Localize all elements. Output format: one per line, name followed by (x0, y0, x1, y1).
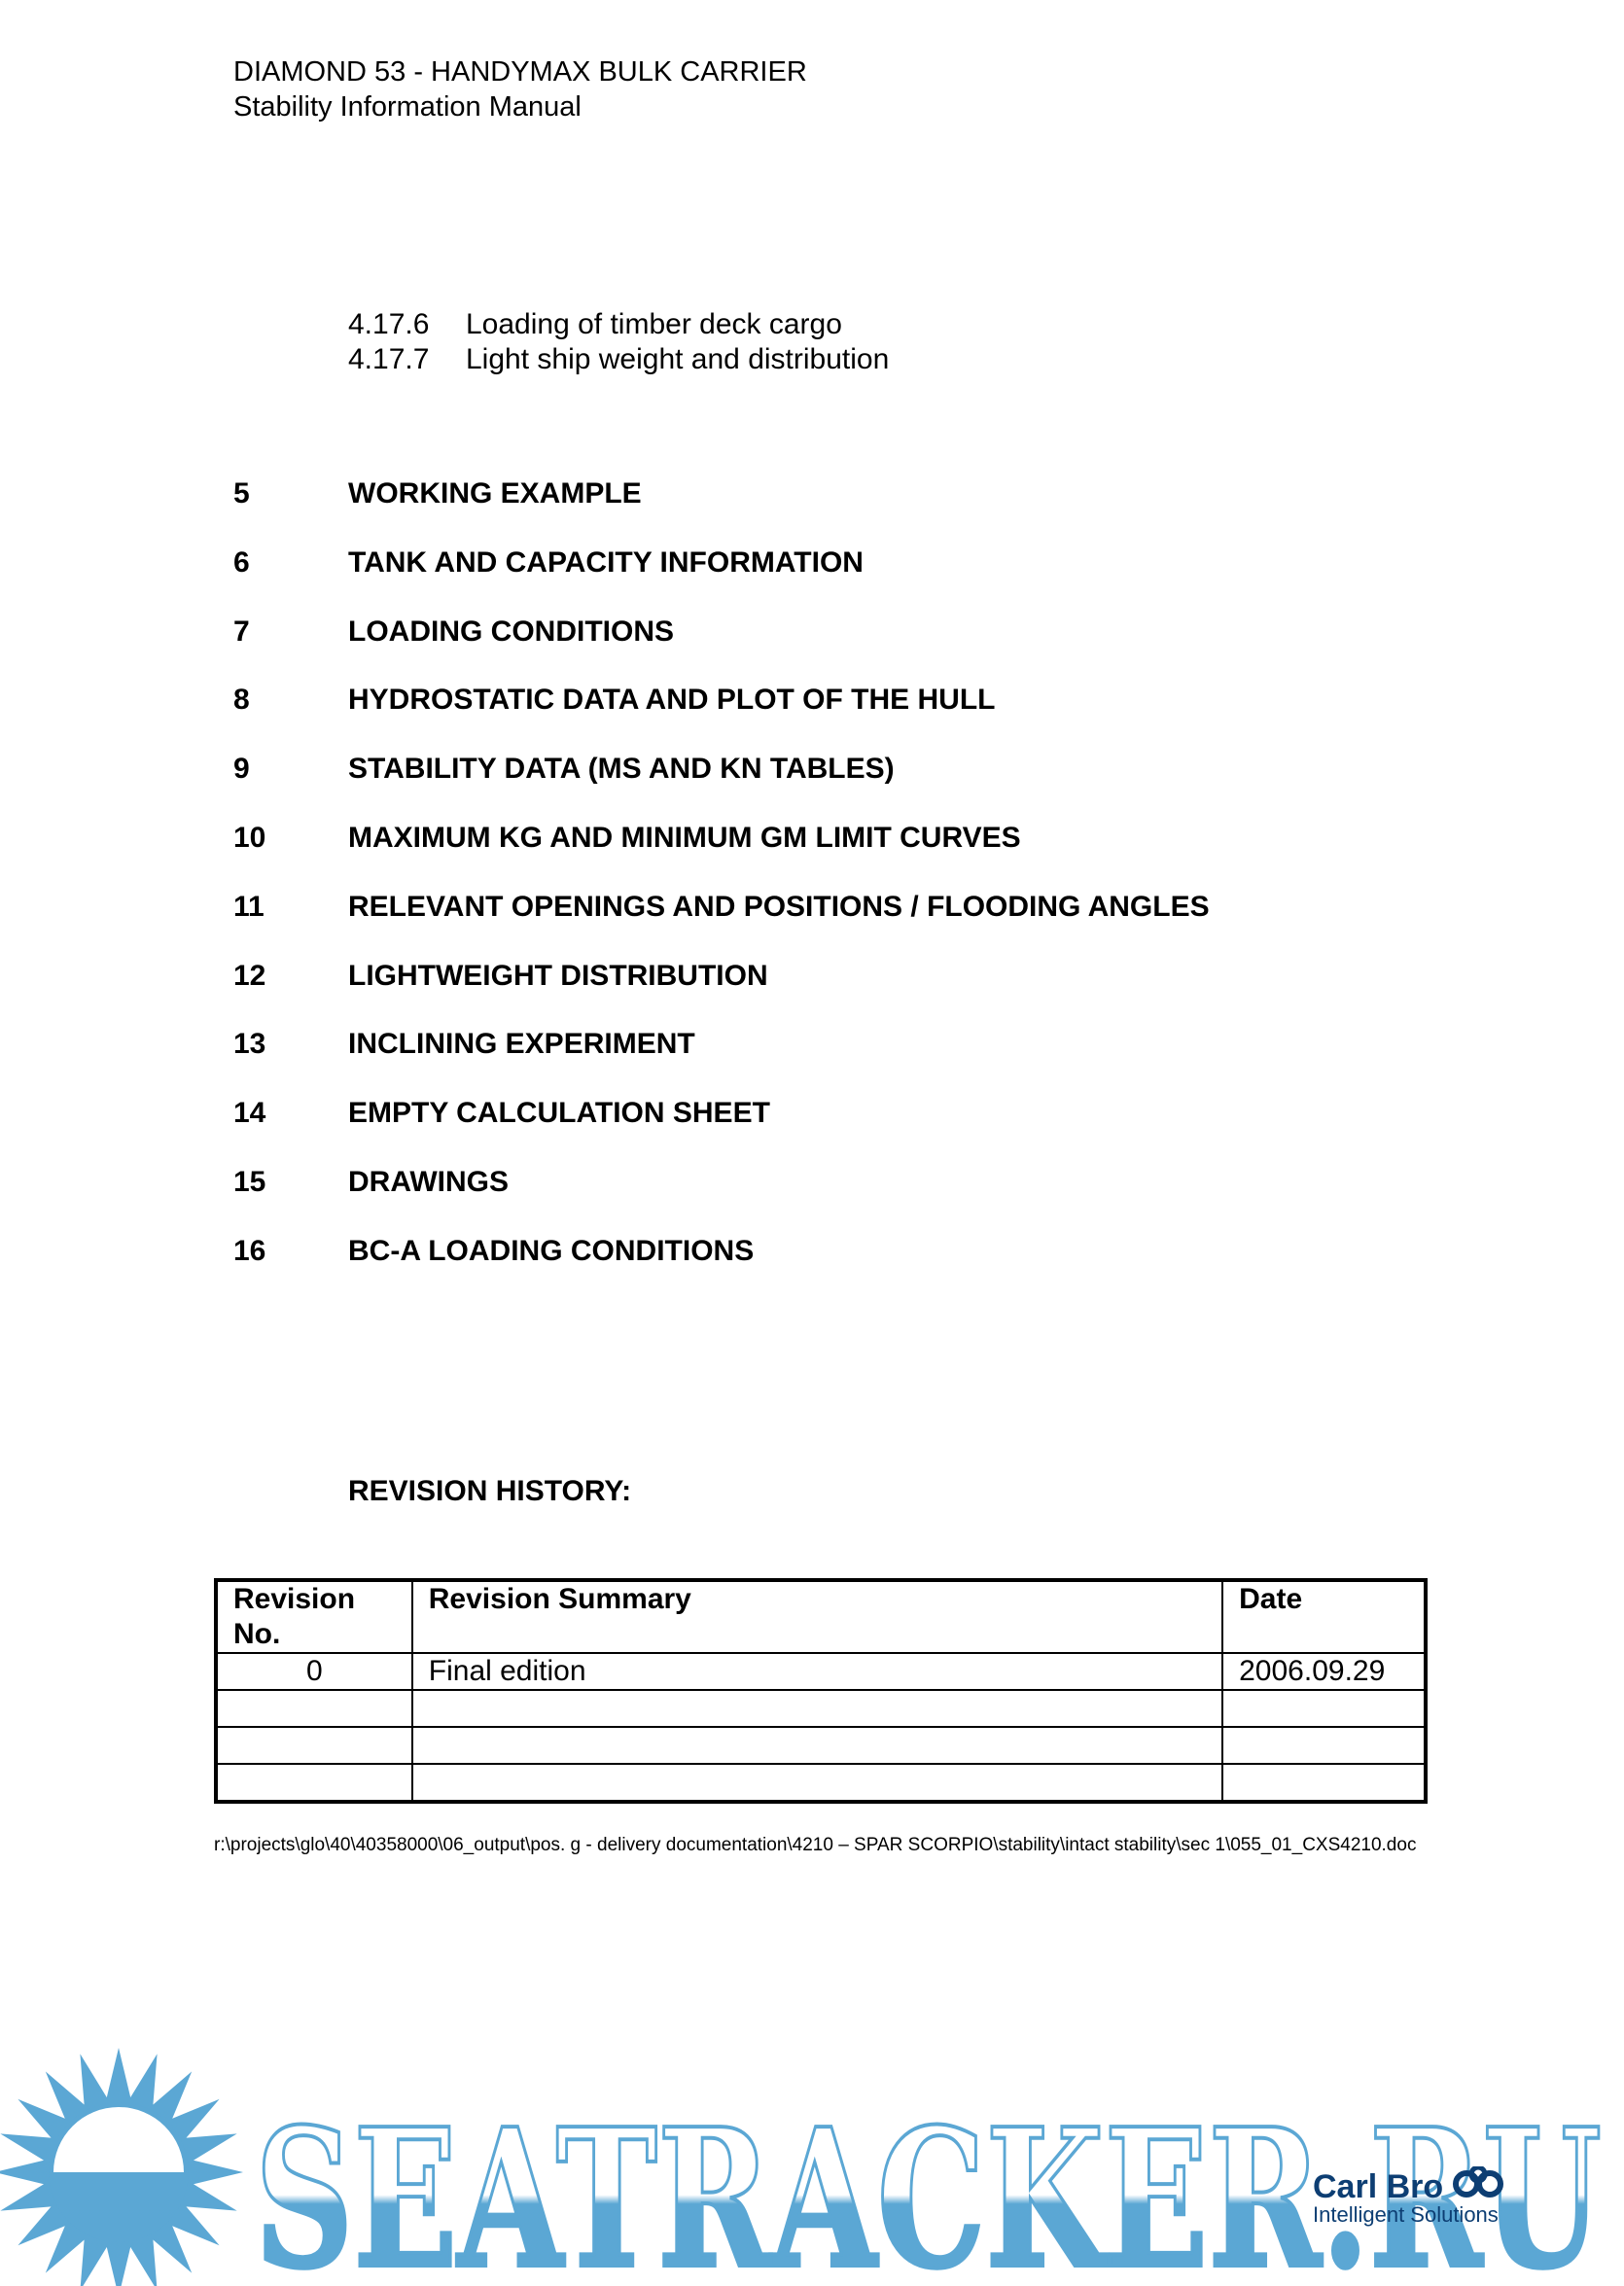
toc-item (233, 890, 1210, 959)
revision-history-title: REVISION HISTORY: (348, 1475, 632, 1507)
toc-number: 6 (233, 545, 250, 579)
summary-header: Revision Summary (412, 1580, 1222, 1653)
toc-item (233, 615, 1210, 684)
toc-number: 11 (233, 890, 265, 923)
date-cell (1222, 1764, 1426, 1802)
carl-bro-knot-icon (1453, 2166, 1507, 2201)
toc-number: 5 (233, 477, 250, 510)
toc-label: STABILITY DATA (MS AND KN TABLES) (348, 753, 895, 786)
toc-number: 7 (233, 615, 250, 648)
file-path: r:\projects\glo\40\40358000\06_output\pos. g - delivery documentation\4210 – SPAR SCORPIO\stability\intact stability\sec 1\055_01_CXS4210.doc (214, 1835, 1417, 1855)
table-row (216, 1690, 1426, 1727)
toc-number: 10 (233, 821, 266, 854)
toc-number: 8 (233, 684, 250, 717)
watermark-text: SEATRACKER.RU (255, 2088, 1602, 2286)
subsection-list (348, 307, 889, 377)
toc-item (233, 752, 1210, 821)
rev-no-cell: 0 (216, 1653, 412, 1690)
table-row (216, 1653, 1426, 1690)
toc-number: 16 (233, 1234, 266, 1267)
subsection-number: 4.17.7 (348, 343, 430, 375)
toc-label: BC-A LOADING CONDITIONS (348, 1234, 755, 1267)
document-subtitle: Stability Information Manual (233, 91, 582, 123)
date-cell: 2006.09.29 (1222, 1653, 1426, 1690)
subsection-label: Light ship weight and distribution (466, 343, 890, 375)
toc-number: 13 (233, 1028, 266, 1061)
toc-label: MAXIMUM KG AND MINIMUM GM LIMIT CURVES (348, 821, 1021, 854)
date-header: Date (1222, 1580, 1426, 1653)
table-row (216, 1764, 1426, 1802)
summary-cell (412, 1764, 1222, 1802)
toc-item (233, 476, 1210, 545)
table-header-row (216, 1580, 1426, 1653)
toc-label: DRAWINGS (348, 1165, 509, 1198)
revision-table (214, 1578, 1428, 1804)
rev-no-cell (216, 1764, 412, 1802)
toc-label: WORKING EXAMPLE (348, 477, 642, 510)
toc-item (233, 959, 1210, 1028)
brand-tagline: Intelligent Solutions (1313, 2202, 1499, 2227)
toc-item (233, 1027, 1210, 1096)
toc-label: EMPTY CALCULATION SHEET (348, 1097, 770, 1130)
subsection-item (348, 342, 889, 377)
toc-number: 9 (233, 753, 250, 786)
date-cell (1222, 1727, 1426, 1764)
subsection-item (348, 307, 889, 342)
toc-label: INCLINING EXPERIMENT (348, 1028, 695, 1061)
document-title: DIAMOND 53 - HANDYMAX BULK CARRIER (233, 56, 807, 88)
date-cell (1222, 1690, 1426, 1727)
subsection-label: Loading of timber deck cargo (466, 308, 842, 340)
toc-item (233, 683, 1210, 752)
seatracker-watermark (0, 2032, 1624, 2286)
carl-bro-logo (1313, 2166, 1507, 2227)
toc-number: 14 (233, 1097, 266, 1130)
toc-label: TANK AND CAPACITY INFORMATION (348, 545, 864, 579)
rev-no-cell (216, 1727, 412, 1764)
table-row (216, 1727, 1426, 1764)
toc-number: 12 (233, 959, 266, 992)
table-of-contents (233, 476, 1210, 1303)
toc-item (233, 1096, 1210, 1165)
summary-cell (412, 1727, 1222, 1764)
toc-item (233, 1234, 1210, 1303)
rev-no-cell (216, 1690, 412, 1727)
subsection-number: 4.17.6 (348, 308, 430, 340)
toc-label: HYDROSTATIC DATA AND PLOT OF THE HULL (348, 684, 996, 717)
toc-label: LOADING CONDITIONS (348, 615, 674, 648)
summary-cell (412, 1690, 1222, 1727)
toc-label: LIGHTWEIGHT DISTRIBUTION (348, 959, 768, 992)
summary-cell: Final edition (412, 1653, 1222, 1690)
toc-item (233, 545, 1210, 615)
rev-no-header: Revision No. (216, 1580, 412, 1653)
toc-label: RELEVANT OPENINGS AND POSITIONS / FLOODING ANGLES (348, 890, 1210, 923)
toc-number: 15 (233, 1165, 266, 1198)
sun-icon (0, 2048, 243, 2286)
brand-name: Carl Bro (1313, 2166, 1507, 2203)
toc-item (233, 821, 1210, 890)
document-header (233, 54, 807, 124)
toc-item (233, 1165, 1210, 1234)
